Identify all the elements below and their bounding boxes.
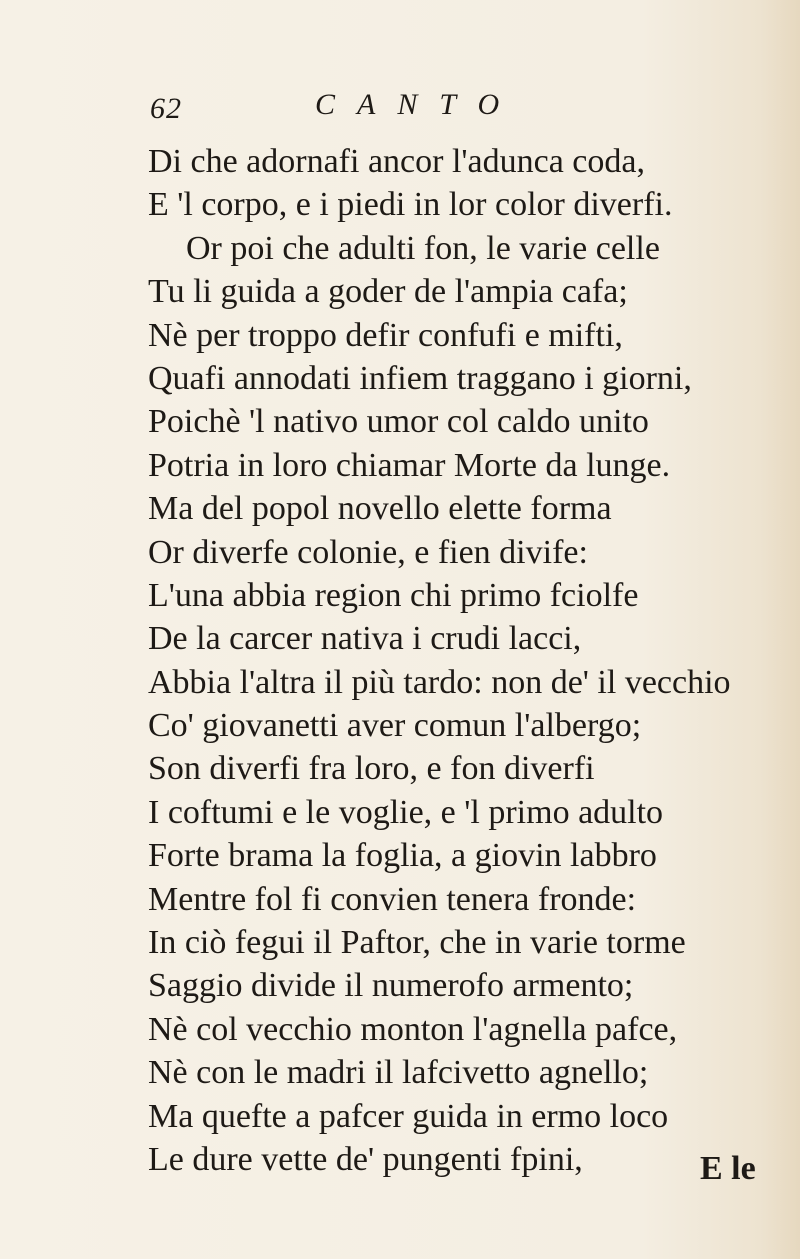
verse-line: Le dure vette de' pungenti fpini, (148, 1140, 583, 1178)
verse-line: In ciò fegui il Paftor, che in varie torme (148, 924, 686, 962)
verse-line: Mentre fol fi convien tenera fronde: (148, 880, 637, 918)
verse-line: Ma del popol novello elette forma (148, 490, 612, 528)
verse-line: Nè col vecchio monton l'agnella pafce, (148, 1010, 678, 1048)
page-number: 62 (150, 92, 182, 125)
verse-line: Or diverfe colonie, e fien divife: (148, 533, 588, 571)
verse-line: Poichè 'l nativo umor col caldo unito (148, 403, 649, 441)
verse-line: Or poi che adulti fon, le varie celle (186, 229, 660, 267)
verse-line: Saggio divide il numerofo armento; (148, 967, 634, 1005)
verse-line: Potria in loro chiamar Morte da lunge. (148, 446, 671, 484)
verse-line: Nè per troppo defir confufi e mifti, (148, 316, 623, 354)
verse-line: E 'l corpo, e i piedi in lor color diverfi. (148, 186, 673, 224)
verse-line: Ma quefte a pafcer guida in ermo loco (148, 1097, 669, 1135)
poem-text (148, 140, 788, 1181)
verse-line: De la carcer nativa i crudi lacci, (148, 620, 582, 658)
catchword: E le (700, 1150, 756, 1187)
verse-line: Forte brama la foglia, a giovin labbro (148, 837, 657, 875)
verse-line: L'una abbia region chi primo fciolfe (148, 576, 639, 614)
running-title: CANTO (315, 88, 522, 121)
verse-line: Tu li guida a goder de l'ampia cafa; (148, 273, 628, 311)
verse-line: Co' giovanetti aver comun l'albergo; (148, 707, 642, 745)
verse-line: Quafi annodati infiem traggano i giorni, (148, 359, 692, 397)
verse-line: I coftumi e le voglie, e 'l primo adulto (148, 793, 664, 831)
verse-line: Son diverfi fra loro, e fon diverfi (148, 750, 595, 788)
verse-line: Di che adornafi ancor l'adunca coda, (148, 143, 645, 180)
verse-line: Abbia l'altra il più tardo: non de' il vecchio (148, 663, 731, 701)
verse-line: Nè con le madri il lafcivetto agnello; (148, 1054, 649, 1092)
